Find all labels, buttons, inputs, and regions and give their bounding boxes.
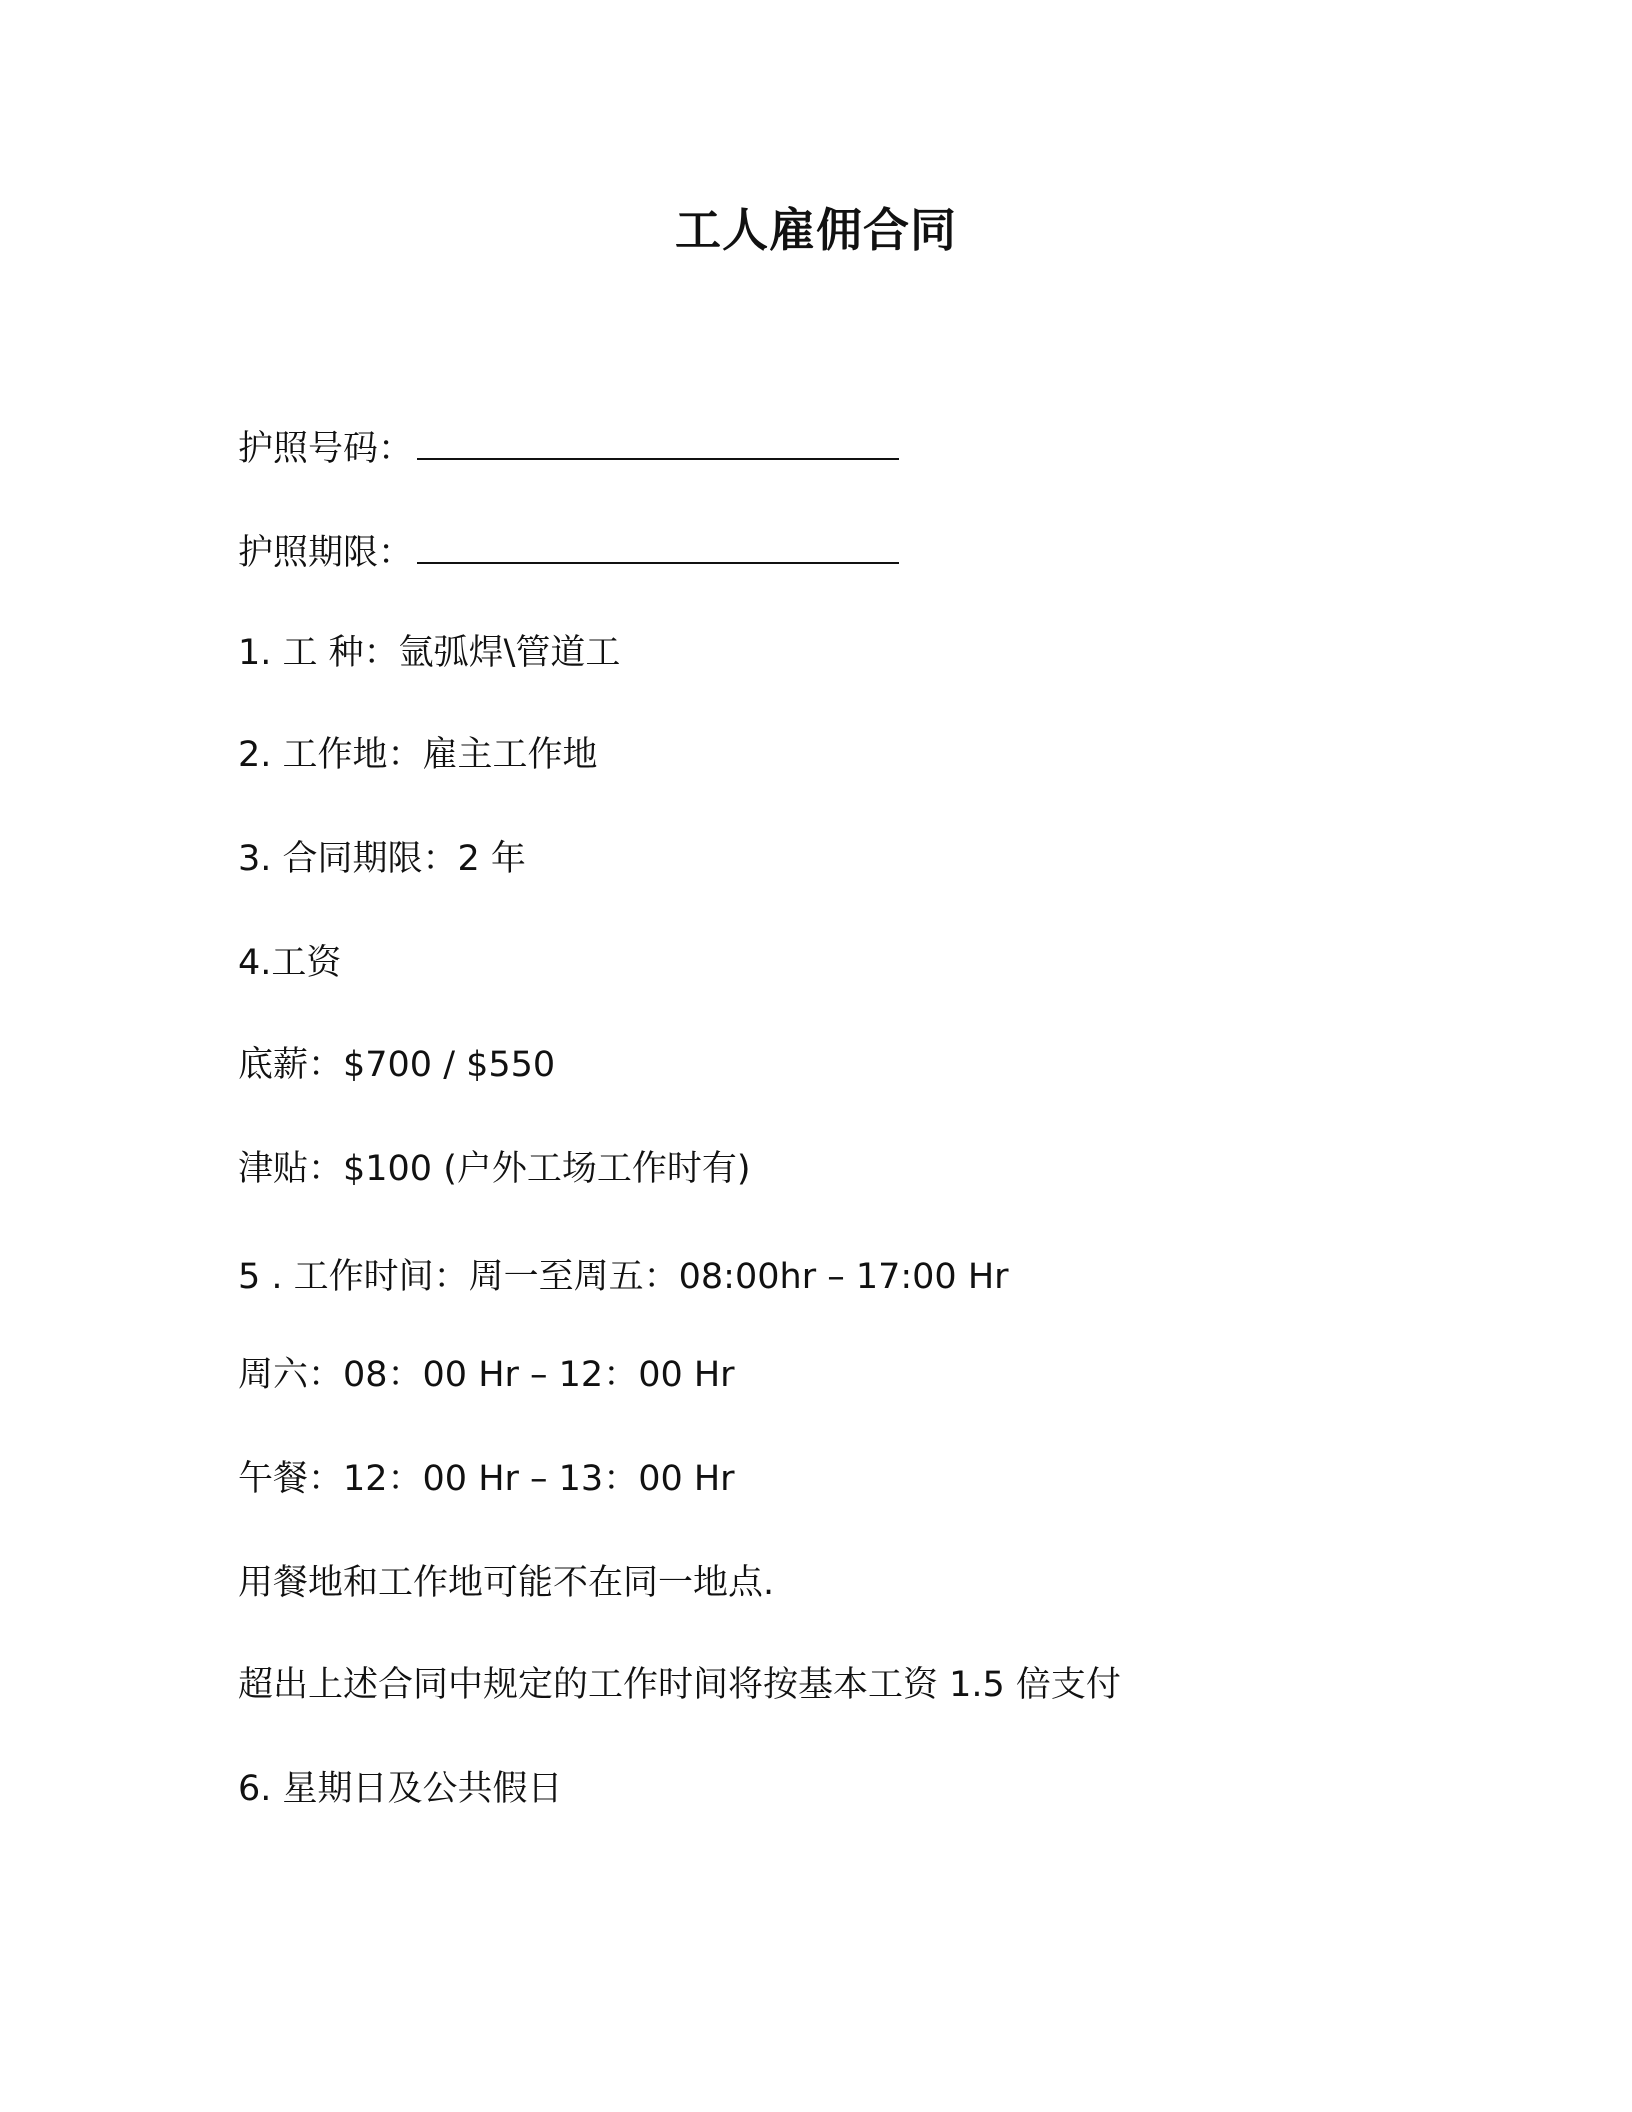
- salary-heading: 4.工资: [238, 943, 342, 983]
- passport-expiry-line: [238, 532, 899, 571]
- passport-number-blank[interactable]: [417, 428, 899, 460]
- passport-number-label: 护照号码：: [238, 429, 414, 469]
- passport-expiry-blank[interactable]: [417, 532, 899, 564]
- overtime-note-line: 超出上述合同中规定的工作时间将按基本工资 1.5 倍支付: [238, 1665, 1121, 1705]
- allowance-line: 津贴：$100 (户外工场工作时有): [238, 1149, 751, 1189]
- passport-number-line: [238, 428, 899, 467]
- contract-term-line: 3. 合同期限：2 年: [238, 839, 526, 879]
- saturday-hours-line: 周六：08：00 Hr – 12：00 Hr: [238, 1355, 735, 1395]
- work-location-line: 2. 工作地：雇主工作地: [238, 735, 598, 775]
- job-type-line: 1. 工 种：氩弧焊\管道工: [238, 633, 621, 673]
- working-hours-line: 5 . 工作时间：周一至周五：08:00hr – 17:00 Hr: [238, 1257, 1009, 1297]
- lunch-hours-line: 午餐：12：00 Hr – 13：00 Hr: [238, 1459, 735, 1499]
- document-title: 工人雇佣合同: [675, 203, 957, 257]
- base-salary-line: 底薪：$700 / $550: [238, 1045, 556, 1085]
- passport-expiry-label: 护照期限：: [238, 533, 414, 573]
- holiday-heading: 6. 星期日及公共假日: [238, 1769, 563, 1809]
- dining-note-line: 用餐地和工作地可能不在同一地点.: [238, 1563, 775, 1603]
